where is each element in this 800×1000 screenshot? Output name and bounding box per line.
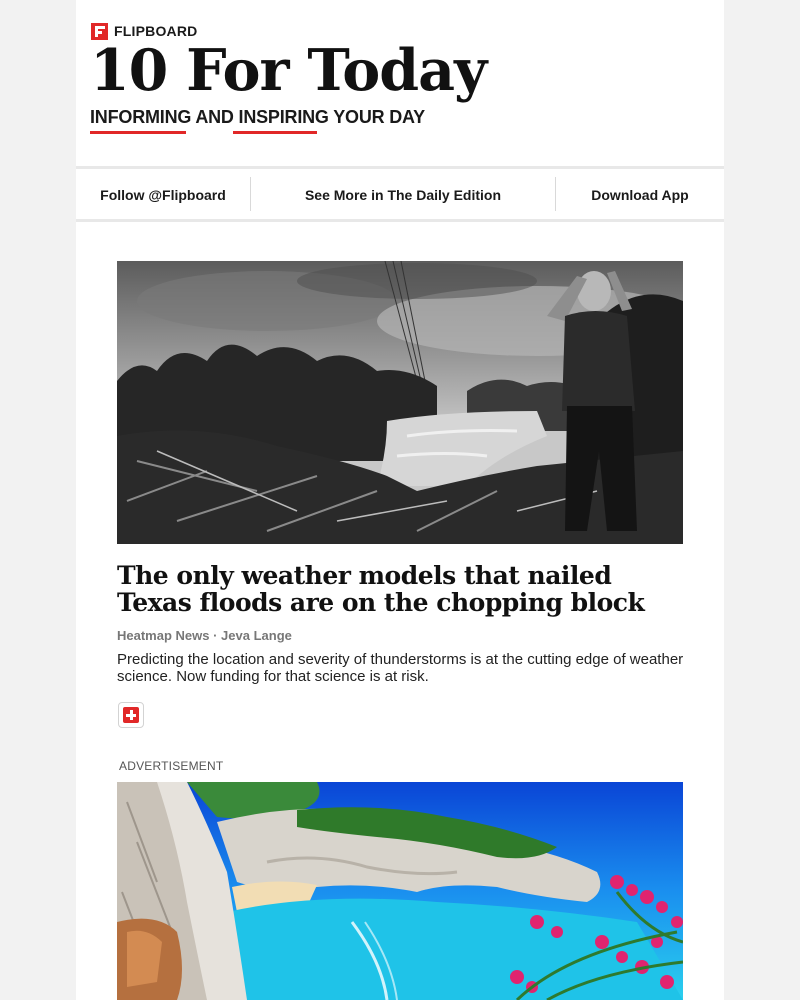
brand-name: FLIPBOARD xyxy=(114,23,198,39)
nav-bar xyxy=(76,169,724,221)
header xyxy=(76,0,724,166)
page-title: 10 For Today xyxy=(90,37,487,104)
article-headline[interactable]: The only weather models that nailed Texas floods are on the chopping block xyxy=(117,561,645,617)
flood-photo xyxy=(117,261,683,544)
daily-edition-link[interactable]: See More in The Daily Edition xyxy=(304,187,502,203)
article-image[interactable] xyxy=(117,261,683,544)
advertisement-image[interactable] xyxy=(117,782,683,1000)
advertisement-label: ADVERTISEMENT xyxy=(119,759,224,773)
article-source: Heatmap News xyxy=(117,628,210,643)
tagline-underline-left xyxy=(90,131,186,134)
article-author: Jeva Lange xyxy=(221,628,292,643)
tagline-underline-right xyxy=(233,131,317,134)
byline-separator: · xyxy=(209,628,222,643)
add-to-magazine-icon xyxy=(123,707,139,723)
email-page xyxy=(76,0,724,1000)
download-app-link[interactable]: Download App xyxy=(591,187,689,203)
add-to-magazine-button[interactable] xyxy=(118,702,144,728)
tagline: INFORMING AND INSPIRING YOUR DAY xyxy=(90,107,425,127)
divider xyxy=(76,219,724,222)
follow-flipboard-link[interactable]: Follow @Flipboard xyxy=(100,187,226,203)
article-summary: Predicting the location and severity of thunderstorms is at the cutting edge of weather science. Now funding for that science is at risk. xyxy=(117,651,684,685)
beach-cove-photo xyxy=(117,782,683,1000)
article-byline xyxy=(117,628,292,643)
